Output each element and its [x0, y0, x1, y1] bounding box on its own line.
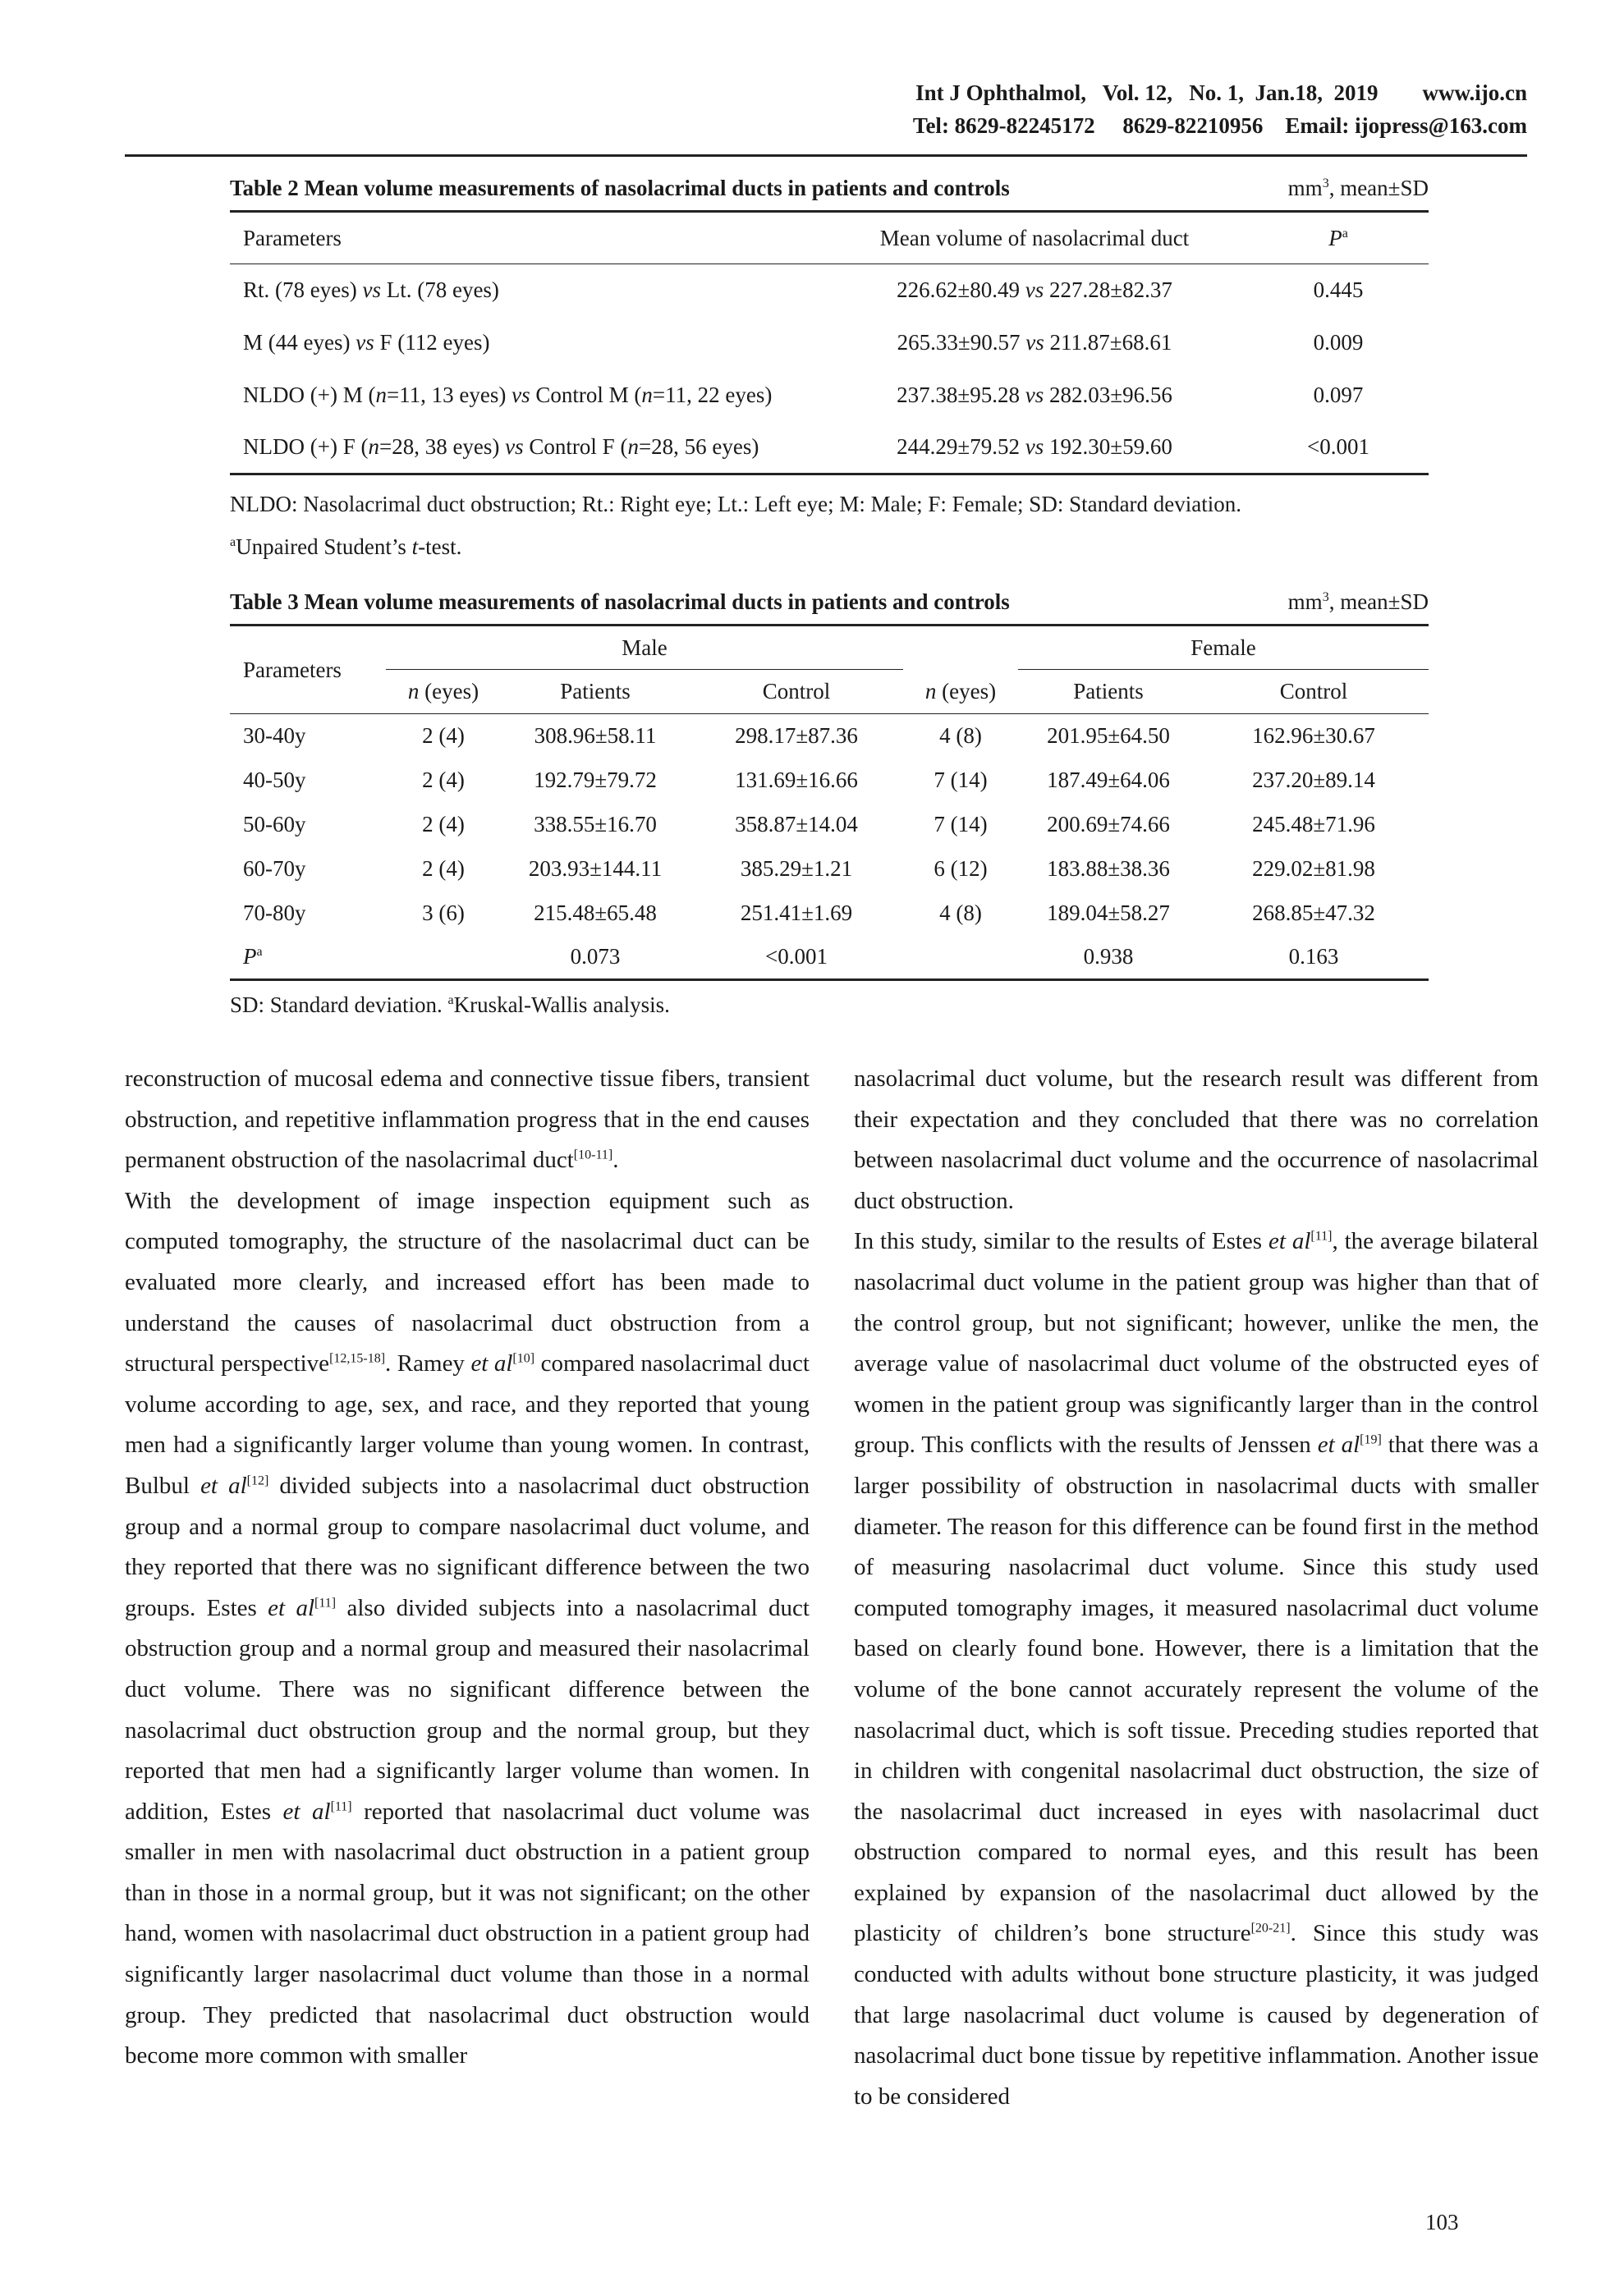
table3-sub-patients-female: Patients [1073, 679, 1144, 703]
table3-title-bar [230, 586, 1429, 619]
table3-sub-header-row [230, 670, 1429, 714]
table2-mean-cell: 226.62±80.49 vs 227.28±82.37 [897, 277, 1172, 303]
table2-mean-cell: 237.38±95.28 vs 282.03±96.56 [897, 383, 1172, 407]
table3-cell: 237.20±89.14 [1252, 768, 1375, 792]
table2-p-cell: <0.001 [1307, 434, 1369, 460]
table3-sub-control-female: Control [1279, 679, 1348, 703]
table-row [230, 758, 1429, 803]
table3-footnote: SD: Standard deviation. $^a$Kruskal-Wallis analysis. [230, 992, 670, 1017]
table3-units: $mm^3$, mean±SD [1287, 589, 1429, 614]
table2-footnote [230, 483, 1429, 568]
table-row [230, 803, 1429, 847]
table3-p-cell: 0.163 [1288, 944, 1339, 969]
journal-header [125, 79, 1527, 157]
table3-group-male: Male [386, 626, 903, 670]
table-row [230, 891, 1429, 936]
table3-cell: 2 (4) [422, 812, 465, 836]
table3-age-cell: 70-80y [243, 901, 306, 925]
table3-cell: 268.85±47.32 [1252, 901, 1375, 925]
body-column-right [854, 1059, 1539, 2117]
table3-cell: 189.04±58.27 [1047, 901, 1170, 925]
table3-cell: 200.69±74.66 [1047, 812, 1170, 836]
journal-contact: Tel: 8629-82245172 8629-82210956 Email: ijopress@163.com [912, 113, 1527, 138]
table-row [230, 369, 1429, 422]
table3-cell: 192.79±79.72 [534, 768, 657, 792]
table-row [230, 264, 1429, 317]
table3-col-parameters: Parameters [230, 626, 386, 714]
table3-cell: 2 (4) [422, 856, 465, 881]
paragraph: reconstruction of mucosal edema and connective tissue fibers, transient obstruction, and repetitive inflammation progress that in the end causes permanent obstruction of the nasolacrimal duct[10-11]. [125, 1066, 810, 1174]
table3-cell: 251.41±1.69 [740, 901, 853, 925]
table2 [230, 210, 1429, 475]
table3-age-cell: 40-50y [243, 768, 306, 792]
table2-abbreviations: NLDO: Nasolacrimal duct obstruction; Rt.: Right eye; Lt.: Left eye; M: Male; F: Female; SD: Standard deviation. [230, 492, 1242, 516]
table2-title: Table 2 Mean volume measurements of nasolacrimal ducts in patients and controls [230, 176, 1010, 200]
table3-p-cell: <0.001 [765, 944, 828, 969]
table-row [230, 317, 1429, 369]
table2-mean-cell: 265.33±90.57 vs 211.87±68.61 [897, 330, 1172, 355]
table3-group-female: Female [1018, 626, 1429, 670]
table2-title-bar [230, 172, 1429, 205]
table3-age-cell: 30-40y [243, 723, 306, 749]
table3-cell: 201.95±64.50 [1047, 723, 1170, 749]
table3-cell: 2 (4) [422, 723, 465, 749]
table2-col-parameters: Parameters [243, 225, 342, 250]
table3-sub-n-male: n (eyes) [407, 679, 479, 703]
table3 [230, 624, 1429, 981]
table3-cell: 7 (14) [934, 812, 988, 836]
table2-test-note: $^a$Unpaired Student’s t-test. [230, 534, 462, 559]
table3-cell: 2 (4) [422, 768, 465, 792]
table3-cell: 203.93±144.11 [528, 856, 663, 881]
table3-sub-control-male: Control [762, 679, 831, 703]
table3-cell: 4 (8) [939, 901, 982, 925]
table2-p-cell: 0.445 [1313, 277, 1364, 303]
table3-cell: 229.02±81.98 [1252, 856, 1375, 881]
table-row [230, 422, 1429, 474]
table3-cell: 358.87±14.04 [735, 812, 858, 836]
paragraph: In this study, similar to the results of Estes et al[11], the average bilateral nasolacrimal duct volume in the patient group was higher than that of the control group, but not significant; however, unlike the men, the average value of nasolacrimal duct volume of the obstructed eyes of women in the patient group was significantly larger than in the control group. This conflicts with the results of Jenssen et al[19] that there was a larger possibility of obstruction in nasolacrimal ducts with smaller diameter. The reason for this difference can be found first in the method of measuring nasolacrimal duct volume. Since this study used computed tomography images, it measured nasolacrimal duct volume based on clearly found bone. However, there is a limitation that the volume of the bone cannot accurately represent the volume of the nasolacrimal duct, which is soft tissue. Preceding studies reported that in children with congenital nasolacrimal duct obstruction, the size of the nasolacrimal duct increased in eyes with nasolacrimal duct obstruction compared to normal eyes, and this result has been explained by expansion of the nasolacrimal duct allowed by the plasticity of children’s bone structure[20-21]. Since this study was conducted with adults without bone structure plasticity, it was judged that large nasolacrimal duct volume is caused by degeneration of nasolacrimal duct bone tissue by repetitive inflammation. Another issue to be considered [854, 1228, 1539, 2110]
journal-citation: Int J Ophthalmol, Vol. 12, No. 1, Jan.18, 2019 www.ijo.cn [915, 80, 1527, 105]
table3-p-label: $P^a$ [243, 944, 263, 969]
table2-p-cell: 0.097 [1313, 383, 1364, 407]
table3-sub-n-female: n (eyes) [924, 678, 997, 703]
table2-col-p: $P^a$ [1328, 225, 1348, 250]
table3-sub-patients-male: Patients [560, 679, 631, 703]
table3-age-cell: 60-70y [243, 856, 306, 881]
table3-cell: 4 (8) [939, 723, 982, 749]
table3-p-row [230, 936, 1429, 980]
table3-cell: 162.96±30.67 [1252, 723, 1375, 749]
table3-cell: 308.96±58.11 [534, 723, 657, 749]
paragraph: nasolacrimal duct volume, but the research result was different from their expectation and they concluded that there was no correlation between nasolacrimal duct volume and the occurrence of nasolacrimal duct obstruction. [854, 1066, 1539, 1214]
table3-age-cell: 50-60y [243, 812, 306, 836]
table3-group-header-row [230, 626, 1429, 670]
table3-cell: 131.69±16.66 [735, 768, 858, 792]
table2-param-cell: NLDO (+) M (n=11, 13 eyes) vs Control M (n=11, 22 eyes) [243, 383, 773, 407]
table-row [230, 847, 1429, 891]
table2-param-cell: Rt. (78 eyes) vs Lt. (78 eyes) [243, 277, 499, 303]
table3-cell: 3 (6) [422, 901, 465, 925]
table2-param-cell: NLDO (+) F (n=28, 38 eyes) vs Control F (n=28, 56 eyes) [243, 434, 759, 460]
table2-param-cell: M (44 eyes) vs F (112 eyes) [243, 330, 490, 355]
table3-p-cell: 0.073 [570, 944, 621, 969]
table2-units: $mm^3$, mean±SD [1287, 176, 1429, 200]
table3-cell: 7 (14) [934, 768, 988, 792]
table3-cell: 183.88±38.36 [1047, 856, 1170, 881]
table3-cell: 6 (12) [934, 856, 988, 881]
table3-cell: 215.48±65.48 [534, 901, 657, 925]
table3-p-cell: 0.938 [1083, 944, 1134, 969]
table2-header-row [230, 212, 1429, 264]
page-number: 103 [1425, 2210, 1459, 2234]
table2-mean-cell: 244.29±79.52 vs 192.30±59.60 [897, 434, 1172, 460]
table3-cell: 187.49±64.06 [1047, 768, 1170, 792]
table2-col-mean: Mean volume of nasolacrimal duct [879, 225, 1190, 250]
table3-cell: 338.55±16.70 [534, 812, 657, 836]
table3-cell: 298.17±87.36 [735, 723, 858, 749]
table3-cell: 385.29±1.21 [740, 856, 853, 881]
paragraph: With the development of image inspection equipment such as computed tomography, the structure of the nasolacrimal duct can be evaluated more clearly, and increased effort has been made to understand the causes of nasolacrimal duct obstruction from a structural perspective[12,15-18]. Ramey et al[10] compared nasolacrimal duct volume according to age, sex, and race, and they reported that young men had a significantly larger volume than young women. In contrast, Bulbul et al[12] divided subjects into a nasolacrimal duct obstruction group and a normal group to compare nasolacrimal duct volume, and they reported that there was no significant difference between the two groups. Estes et al[11] also divided subjects into a nasolacrimal duct obstruction group and a normal group and measured their nasolacrimal duct volume. There was no significant difference between the nasolacrimal duct obstruction group and the normal group, but they reported that men had a significantly larger volume than women. In addition, Estes et al[11] reported that nasolacrimal duct volume was smaller in men with nasolacrimal duct obstruction in a patient group than in those in a normal group, but it was not significant; on the other hand, women with nasolacrimal duct obstruction in a patient group had significantly larger nasolacrimal duct volume than those in a normal group. They predicted that nasolacrimal duct obstruction would become more common with smaller [125, 1187, 810, 2069]
table-row [230, 714, 1429, 758]
table2-p-cell: 0.009 [1313, 330, 1364, 355]
table3-cell: 245.48±71.96 [1252, 812, 1375, 836]
table3-title: Table 3 Mean volume measurements of nasolacrimal ducts in patients and controls [230, 589, 1010, 614]
body-column-left [125, 1059, 810, 2077]
